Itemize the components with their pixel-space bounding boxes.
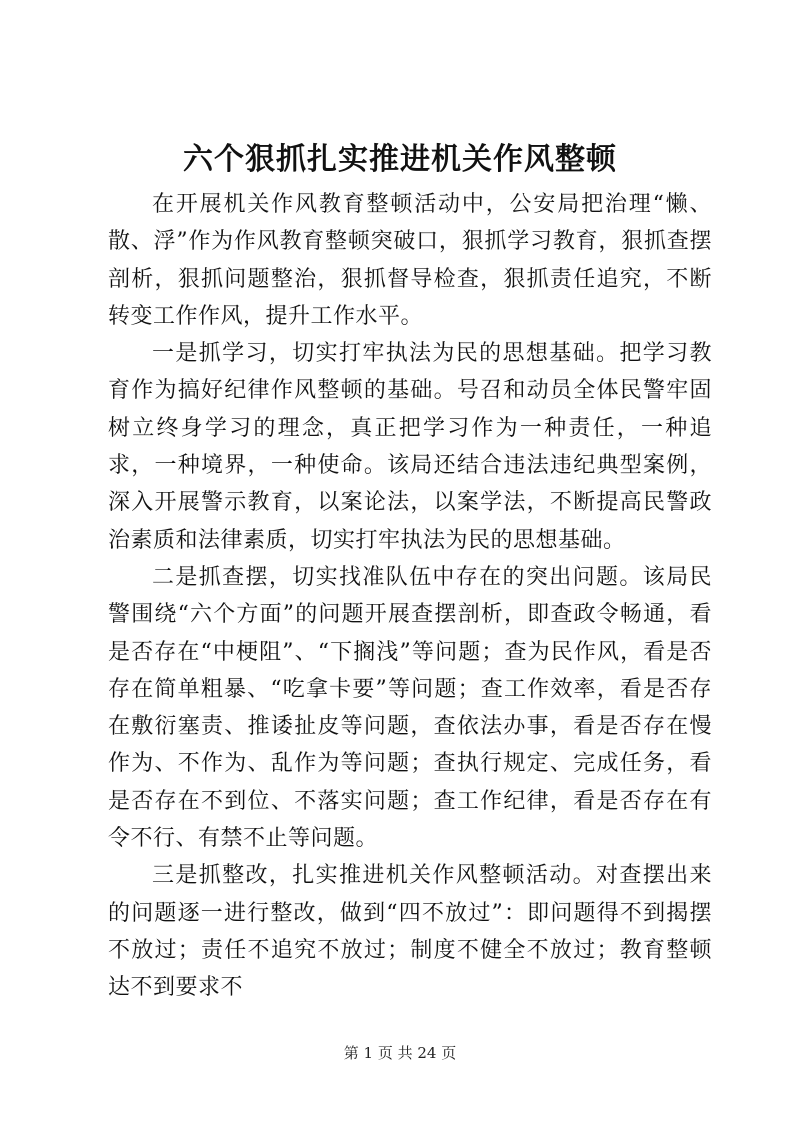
document-body <box>108 186 712 1007</box>
paragraph-rectification: 三是抓整改，扎实推进机关作风整顿活动。对查摆出来的问题逐一进行整改，做到“四不放过”：即问题得不到揭摆不放过；责任不追究不放过；制度不健全不放过；教育整顿达不到要求不 <box>108 863 712 1001</box>
paragraph-inspection: 二是抓查摆，切实找准队伍中存在的突出问题。该局民警围绕“六个方面”的问题开展查摆剖析，即查政令畅通，看是否存在“中梗阻”、“下搁浅”等问题；查为民作风，看是否存在简单粗暴、“吃拿卡要”等问题；查工作效率，看是否存在敷衍塞责、推诿扯皮等问题，查依法办事，看是否存在慢作为、不作为、乱作为等问题；查执行规定、完成任务，看是否存在不到位、不落实问题；查工作纪律，看是否存在有令不行、有禁不止等问题。 <box>108 564 712 852</box>
paragraph-study: 一是抓学习，切实打牢执法为民的思想基础。把学习教育作为搞好纪律作风整顿的基础。号召和动员全体民警牢固树立终身学习的理念，真正把学习作为一种责任，一种追求，一种境界，一种使命。该局还结合违法违纪典型案例，深入开展警示教育，以案论法，以案学法，不断提高民警政治素质和法律素质，切实打牢执法为民的思想基础。 <box>108 341 712 553</box>
paragraph-intro: 在开展机关作风教育整顿活动中，公安局把治理“懒、散、浮”作为作风教育整顿突破口，狠抓学习教育，狠抓查摆剖析，狠抓问题整治，狠抓督导检查，狠抓责任追究，不断转变工作作风，提升工作水平。 <box>108 192 712 329</box>
page-number-footer: 第 1 页 共 24 页 <box>343 1044 457 1062</box>
document-title: 六个狠抓扎实推进机关作风整顿 <box>183 142 617 177</box>
